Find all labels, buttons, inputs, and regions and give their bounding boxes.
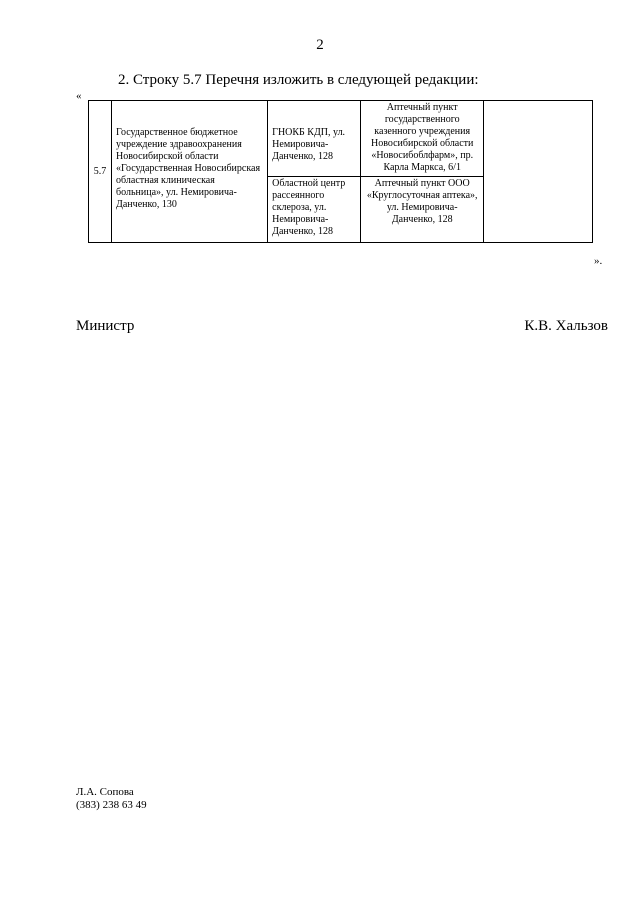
list-table [88,100,593,243]
division-cell: ГНОКБ КДП, ул. Немировича-Данченко, 128 [268,101,361,177]
pharmacy-cell: Аптечный пункт государственного казенного учреждения Новосибирской области «Новосибоблфарм», пр. Карла Маркса, 6/1 [361,101,484,177]
division-cell: Областной центр рассеянного склероза, ул. Немировича-Данченко, 128 [268,177,361,243]
row-number-cell: 5.7 [89,101,112,243]
page-number: 2 [316,37,324,53]
pharmacy-cell: Аптечный пункт ООО «Круглосуточная аптека», ул. Немировича-Данченко, 128 [361,177,484,243]
executor-phone: (383) 238 63 49 [76,799,147,811]
opening-quote: « [76,90,82,102]
closing-quote: ». [594,255,603,267]
table-row [89,101,593,177]
signatory-title: Министр [76,318,135,334]
amendment-heading: 2. Строку 5.7 Перечня изложить в следующей редакции: [118,72,479,88]
executor-name: Л.А. Сопова [76,786,134,798]
empty-cell [484,101,593,243]
signatory-name: К.В. Хальзов [524,318,608,334]
organization-cell: Государственное бюджетное учреждение здравоохранения Новосибирской области «Государственная Новосибирская областная клиническая больница», ул. Немировича-Данченко, 130 [112,101,268,243]
